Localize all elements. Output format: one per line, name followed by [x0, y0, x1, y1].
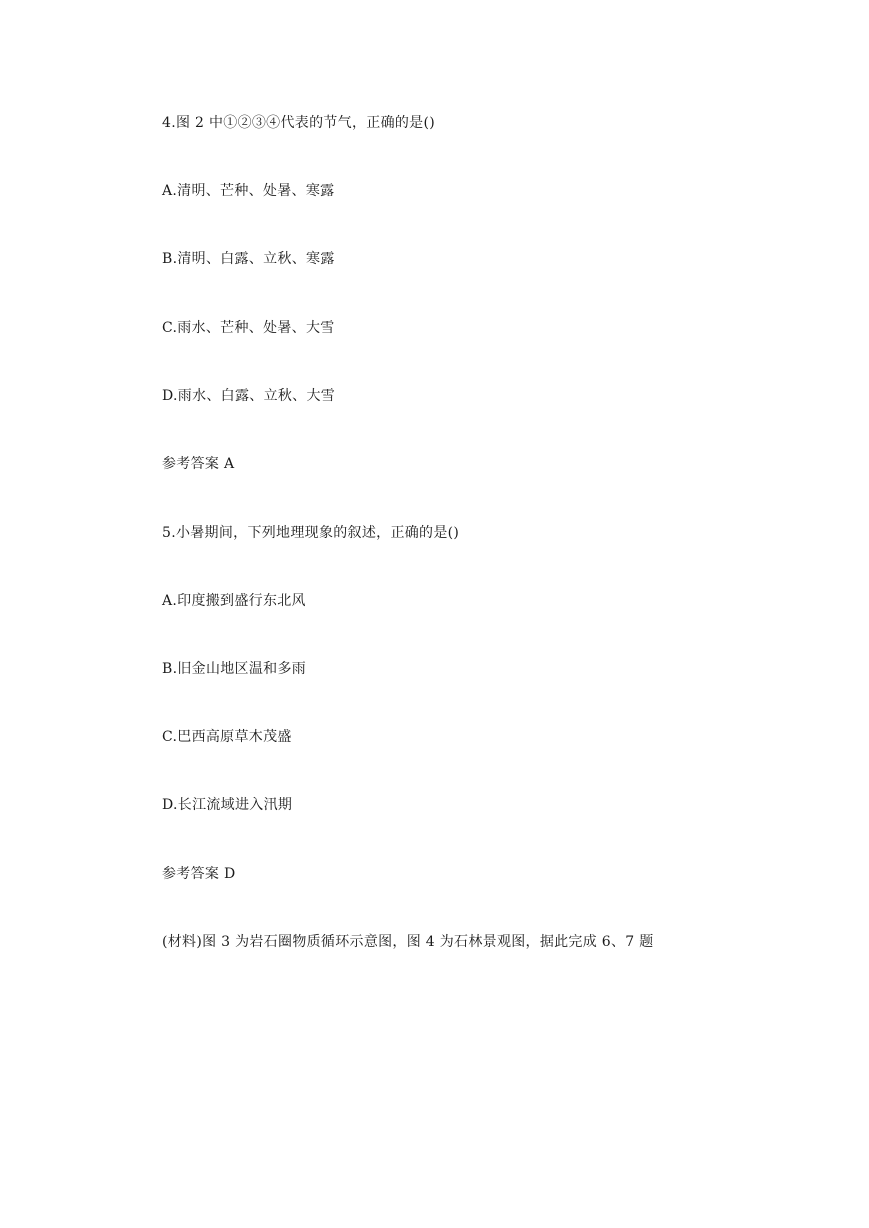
question-5-stem: 5.小暑期间，下列地理现象的叙述，正确的是() [162, 525, 460, 541]
question-4-option-a: A.清明、芒种、处暑、寒露 [162, 183, 335, 199]
question-5-answer: 参考答案 D [162, 866, 236, 882]
question-5-option-a: A.印度搬到盛行东北风 [162, 593, 306, 609]
question-4-option-c: C.雨水、芒种、处暑、大雪 [162, 320, 335, 336]
question-4-answer: 参考答案 A [162, 456, 235, 472]
question-4-option-b: B.清明、白露、立秋、寒露 [162, 251, 335, 267]
question-5-option-b: B.旧金山地区温和多雨 [162, 661, 307, 677]
material-intro: (材料)图 3 为岩石圈物质循环示意图，图 4 为石林景观图，据此完成 6、7 题 [162, 934, 654, 950]
question-4-stem: 4.图 2 中①②③④代表的节气，正确的是() [162, 115, 435, 131]
question-4-option-d: D.雨水、白露、立秋、大雪 [162, 388, 336, 404]
question-5-option-c: C.巴西高原草木茂盛 [162, 729, 292, 745]
question-5-option-d: D.长江流域进入汛期 [162, 797, 293, 813]
